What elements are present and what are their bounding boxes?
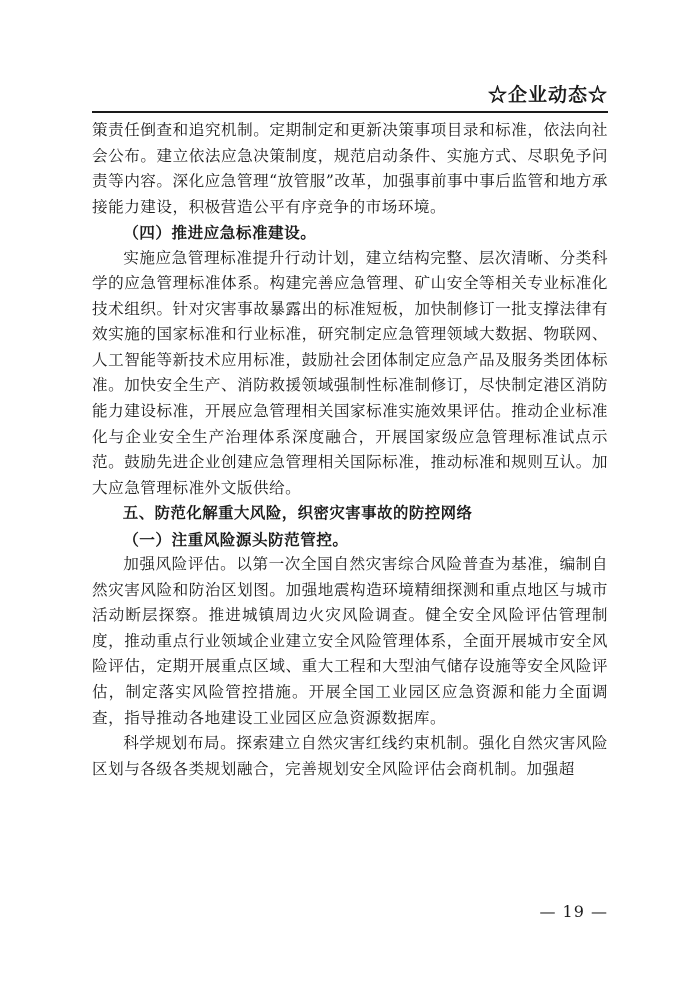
paragraph-risk-assessment: 加强风险评估。以第一次全国自然灾害综合风险普查为基准，编制自然灾害风险和防治区划图。加强地震构造环境精细探测和重点地区与城市活动断层探察。推进城镇周边火灾风险调查。健全安全风险评估管理制度，推动重点行业领域企业建立安全风险管理体系，全面开展城市安全风险评估，定期开展重点区域、重大工程和大型油气储存设施等安全风险评估，制定落实风险管控措施。开展全国工业园区应急资源和能力全面调查，指导推动各地建设工业园区应急资源数据库。 <box>92 555 608 727</box>
subheading-emergency-standards: （四）推进应急标准建设。 <box>123 223 317 243</box>
paragraph-continued: 策责任倒查和追究机制。定期制定和更新决策事项目录和标准，依法向社会公布。建立依法应急决策制度，规范启动条件、实施方式、尽职免予问责等内容。深化应急管理“放管服”改革，加强事前事中事后监管和地方承接能力建设，积极营造公平有序竞争的市场环境。 <box>92 121 608 216</box>
page-number: — 19 — <box>539 902 608 921</box>
paragraph-planning-layout: 科学规划布局。探索建立自然灾害红线约束机制。强化自然灾害风险区划与各级各类规划融合，完善规划安全风险评估会商机制。加强超 <box>92 734 608 778</box>
document-body <box>92 118 608 782</box>
header-title: ☆企业动态☆ <box>487 84 608 106</box>
header-divider <box>92 111 608 113</box>
subheading-risk-source-control: （一）注重风险源头防范管控。 <box>123 529 349 549</box>
paragraph-standards: 实施应急管理标准提升行动计划，建立结构完整、层次清晰、分类科学的应急管理标准体系。构建完善应急管理、矿山安全等相关专业标准化技术组织。针对灾害事故暴露出的标准短板，加快制修订一批支撑法律有效实施的国家标准和行业标准，研究制定应急管理领域大数据、物联网、人工智能等新技术应用标准，鼓励社会团体制定应急产品及服务类团体标准。加快安全生产、消防救援领域强制性标准制修订，尽快制定港区消防能力建设标准，开展应急管理相关国家标准实施效果评估。推动企业标准化与企业安全生产治理体系深度融合，开展国家级应急管理标准试点示范。鼓励先进企业创建应急管理相关国际标准，推动标准和规则互认。加大应急管理标准外文版供给。 <box>92 248 608 497</box>
section-heading-risk-prevention: 五、防范化解重大风险，织密灾害事故的防控网络 <box>122 504 473 523</box>
